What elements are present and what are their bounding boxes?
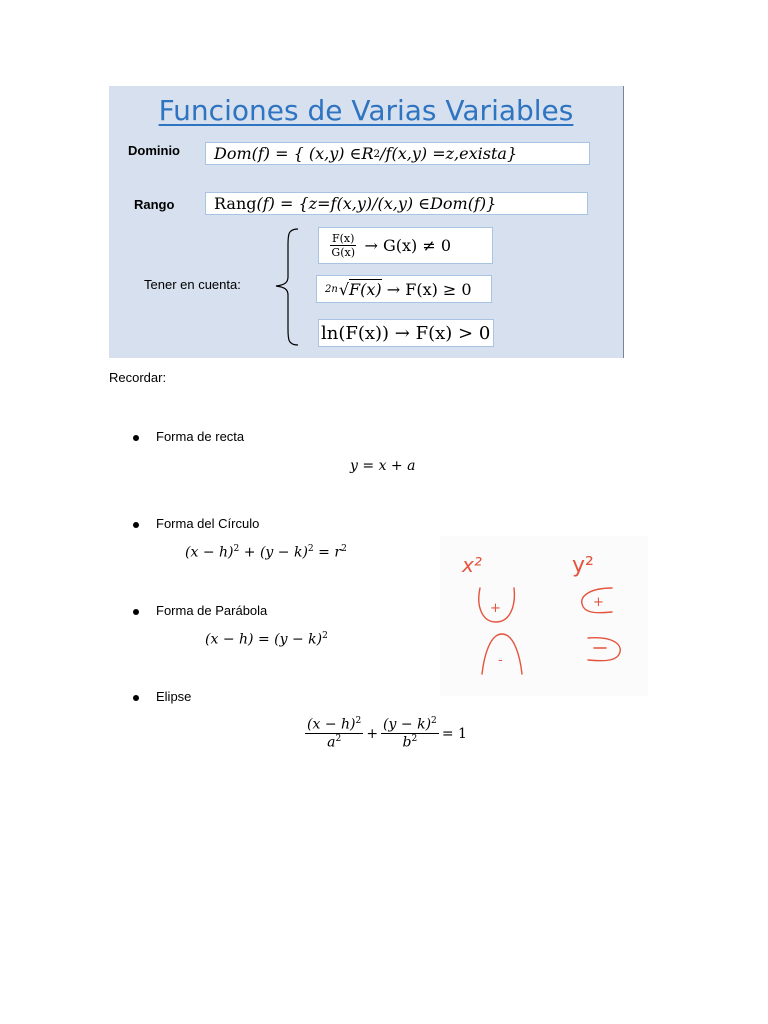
rule-root: 2n √ F(x) → F(x) ≥ 0 <box>316 275 492 303</box>
sketch-label-y: y² <box>572 553 594 578</box>
page-title: Funciones de Varias Variables <box>158 94 574 127</box>
ellipse-equation: $\frac{(x - h)^2}{a^2}$ + $\frac{(y - k)^2}{b^2}$ = 1 <box>307 716 467 752</box>
sketch-plus-right: + <box>593 595 604 610</box>
curly-brace <box>272 227 302 347</box>
sketch-parabola-left <box>588 638 620 661</box>
tener-en-cuenta-label: Tener en cuenta: <box>144 277 241 292</box>
handwritten-sketch <box>440 536 648 696</box>
rule-fraction: $\frac{F(x)}{G(x)}$ → G(x) ≠ 0 <box>318 227 493 264</box>
sketch-minus-down: - <box>498 653 503 668</box>
parabola-equation: $(x - h) = (y - k)^2$ <box>205 631 328 648</box>
rule-log: ln(F(x)) → F(x) > 0 <box>318 319 494 347</box>
bullet-dot <box>133 522 139 528</box>
bullet-dot <box>133 609 139 615</box>
domain-formula: Dom( f ) = { ( x , y ) ∈ R 2 / f ( x , y ) = z , exista } <box>205 142 590 165</box>
bullet-circulo: Forma del Círculo <box>156 516 260 531</box>
circle-equation: $(x - h)^2 + (y - k)^2 = r^2$ <box>185 544 347 561</box>
range-formula: Rang ( f ) = { z = f ( x , y )/( x , y ) ∈ Dom ( f )} <box>205 192 588 215</box>
summary-panel <box>109 86 624 358</box>
line-equation: y = x + a <box>350 458 416 474</box>
bullet-recta: Forma de recta <box>156 429 245 444</box>
recordar-label: Recordar: <box>109 370 167 385</box>
rango-label: Rango <box>134 197 175 212</box>
bullet-dot <box>133 695 139 701</box>
sketch-label-x: x² <box>462 553 482 577</box>
dominio-label: Dominio <box>128 143 180 158</box>
sketch-plus-up: + <box>490 601 501 616</box>
bullet-parabola: Forma de Parábola <box>156 603 268 618</box>
bullet-elipse: Elipse <box>156 689 192 704</box>
bullet-dot <box>133 435 139 441</box>
